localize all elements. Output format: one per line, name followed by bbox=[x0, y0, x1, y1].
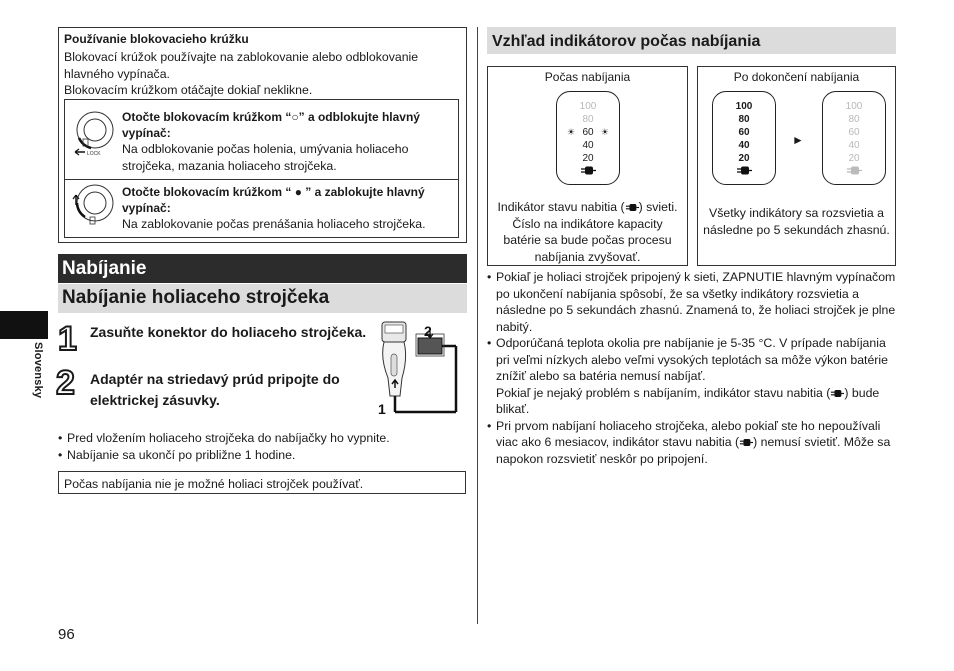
blink-right-icon: ☀ bbox=[600, 127, 609, 137]
level-80: 80 bbox=[582, 114, 594, 125]
level-40: 40 bbox=[848, 140, 860, 151]
step-instruction-2: Adaptér na striedavý prúd pripojte do elektrickej zásuvky. bbox=[90, 371, 340, 408]
during-charging-caption: Indikátor stavu nabitia ( ) svieti. Číslo na indikátore kapacity batérie sa bude počas procesu nabíjania zvyšovať. bbox=[497, 200, 678, 264]
plug-icon bbox=[739, 438, 753, 447]
figure-label-1: 1 bbox=[378, 401, 386, 417]
unlock-ring-icon bbox=[71, 108, 115, 156]
after-charging-panel bbox=[697, 66, 896, 266]
list-item: • Nabíjanie sa ukončí po približne 1 hodine. bbox=[58, 447, 467, 464]
level-20: 20 bbox=[848, 153, 860, 164]
page-number: 96 bbox=[58, 626, 75, 643]
list-item-continuation: Pokiaľ je nejaký problém s nabíjaním, indikátor stavu nabitia ( ) bude blikať. bbox=[496, 385, 880, 416]
step-number-2: 2 bbox=[56, 364, 75, 402]
subsection-heading: Nabíjanie holiaceho strojčeka bbox=[58, 284, 467, 313]
battery-display-full bbox=[712, 91, 776, 185]
indicator-heading: Vzhľad indikátorov počas nabíjania bbox=[487, 27, 896, 54]
lock-step-title: Otočte blokovacím krúžkom “ ● ” a zablokujte hlavný vypínač: bbox=[122, 185, 425, 215]
during-charging-panel bbox=[487, 66, 688, 266]
level-80: 80 bbox=[848, 114, 860, 125]
level-100: 100 bbox=[845, 101, 863, 112]
lock-step-box bbox=[64, 178, 459, 238]
level-40: 40 bbox=[582, 140, 594, 151]
blink-left-icon: ☀ bbox=[567, 127, 576, 137]
during-charging-title: Počas nabíjania bbox=[544, 70, 631, 84]
column-divider bbox=[477, 27, 478, 624]
plug-icon bbox=[736, 166, 752, 175]
step-instruction-1: Zasuňte konektor do holiaceho strojčeka. bbox=[90, 324, 367, 340]
battery-display bbox=[556, 91, 620, 185]
plug-icon bbox=[625, 203, 639, 212]
lock-step-description: Na zablokovanie počas prenášania holiaceho strojčeka. bbox=[122, 217, 426, 231]
lock-ring-info-box bbox=[58, 27, 467, 243]
list-item: • Pri prvom nabíjaní holiaceho strojčeka, alebo pokiaľ ste ho nepoužívali viac ako 6 mesiacov, indikátor stavu nabitia ( ) nemusí svietiť. Môže sa napokon rozsvietiť neskôr po pripojení. bbox=[487, 418, 897, 468]
list-item: • Odporúčaná teplota okolia pre nabíjanie je 5-35 °C. V prípade nabíjania pri veľmi nízkych alebo veľmi vysokých teplotách sa môže výkon batérie znížiť alebo sa batéria nemusí nabíjať. bbox=[487, 335, 897, 385]
lock-ring-text bbox=[64, 49, 459, 99]
level-60-blinking: ☀ 60 ☀ bbox=[567, 127, 609, 138]
lock-icon-label: LOCK bbox=[87, 151, 101, 156]
unlock-step-description: Na odblokovanie počas holenia, umývania holiaceho strojčeka, mazania holiaceho strojčeka. bbox=[122, 142, 409, 173]
figure-label-2: 2 bbox=[424, 323, 432, 339]
charging-notice-box: Počas nabíjania nie je možné holiaci strojček používať. bbox=[58, 471, 466, 494]
lock-text-line: Blokovacím krúžkom otáčajte dokiaľ neklikne. bbox=[64, 83, 313, 97]
lock-ring-heading: Používanie blokovacieho krúžku bbox=[64, 32, 249, 46]
level-20: 20 bbox=[582, 153, 594, 164]
indicator-notes-list bbox=[487, 269, 897, 467]
unlock-step-title: Otočte blokovacím krúžkom “○” a odblokujte hlavný vypínač: bbox=[122, 110, 420, 140]
battery-display-off bbox=[822, 91, 886, 185]
lock-text-line: Blokovací krúžok používajte na zablokovanie alebo odblokovanie bbox=[64, 50, 419, 64]
after-charging-caption: Všetky indikátory sa rozsvietia a následne po 5 sekundách zhasnú. bbox=[703, 206, 890, 237]
level-40: 40 bbox=[738, 140, 750, 151]
language-tab-marker bbox=[0, 311, 48, 339]
list-item: • Pred vložením holiaceho strojčeka do nabíjačky ho vypnite. bbox=[58, 430, 467, 447]
level-60: 60 bbox=[738, 127, 750, 138]
lock-text-line: hlavného vypínača. bbox=[64, 66, 170, 81]
lock-ring-icon bbox=[71, 181, 115, 229]
level-20: 20 bbox=[738, 153, 750, 164]
plug-icon-dim bbox=[846, 166, 862, 175]
shaver-charging-illustration bbox=[376, 318, 466, 418]
language-label: Slovensky bbox=[32, 342, 44, 399]
plug-icon bbox=[830, 389, 844, 398]
charging-notes-list bbox=[58, 430, 467, 463]
level-100: 100 bbox=[735, 101, 753, 112]
after-charging-title: Po dokončení nabíjania bbox=[733, 70, 860, 84]
level-60: 60 bbox=[848, 127, 860, 138]
plug-icon bbox=[580, 166, 596, 175]
list-item: • Pokiaľ je holiaci strojček pripojený k sieti, ZAPNUTIE hlavným vypínačom po ukončení nabíjania spôsobí, že sa všetky indikátory rozsvietia a následne po 5 sekundách zhasnú. Znamená to, že holiaci strojček je plne nabitý. bbox=[487, 269, 897, 335]
transition-arrow-icon: ► bbox=[792, 133, 804, 147]
level-80: 80 bbox=[738, 114, 750, 125]
section-heading: Nabíjanie bbox=[58, 254, 467, 283]
unlock-step-box bbox=[64, 99, 459, 180]
step-number-1: 1 bbox=[58, 320, 77, 358]
level-100: 100 bbox=[579, 101, 597, 112]
